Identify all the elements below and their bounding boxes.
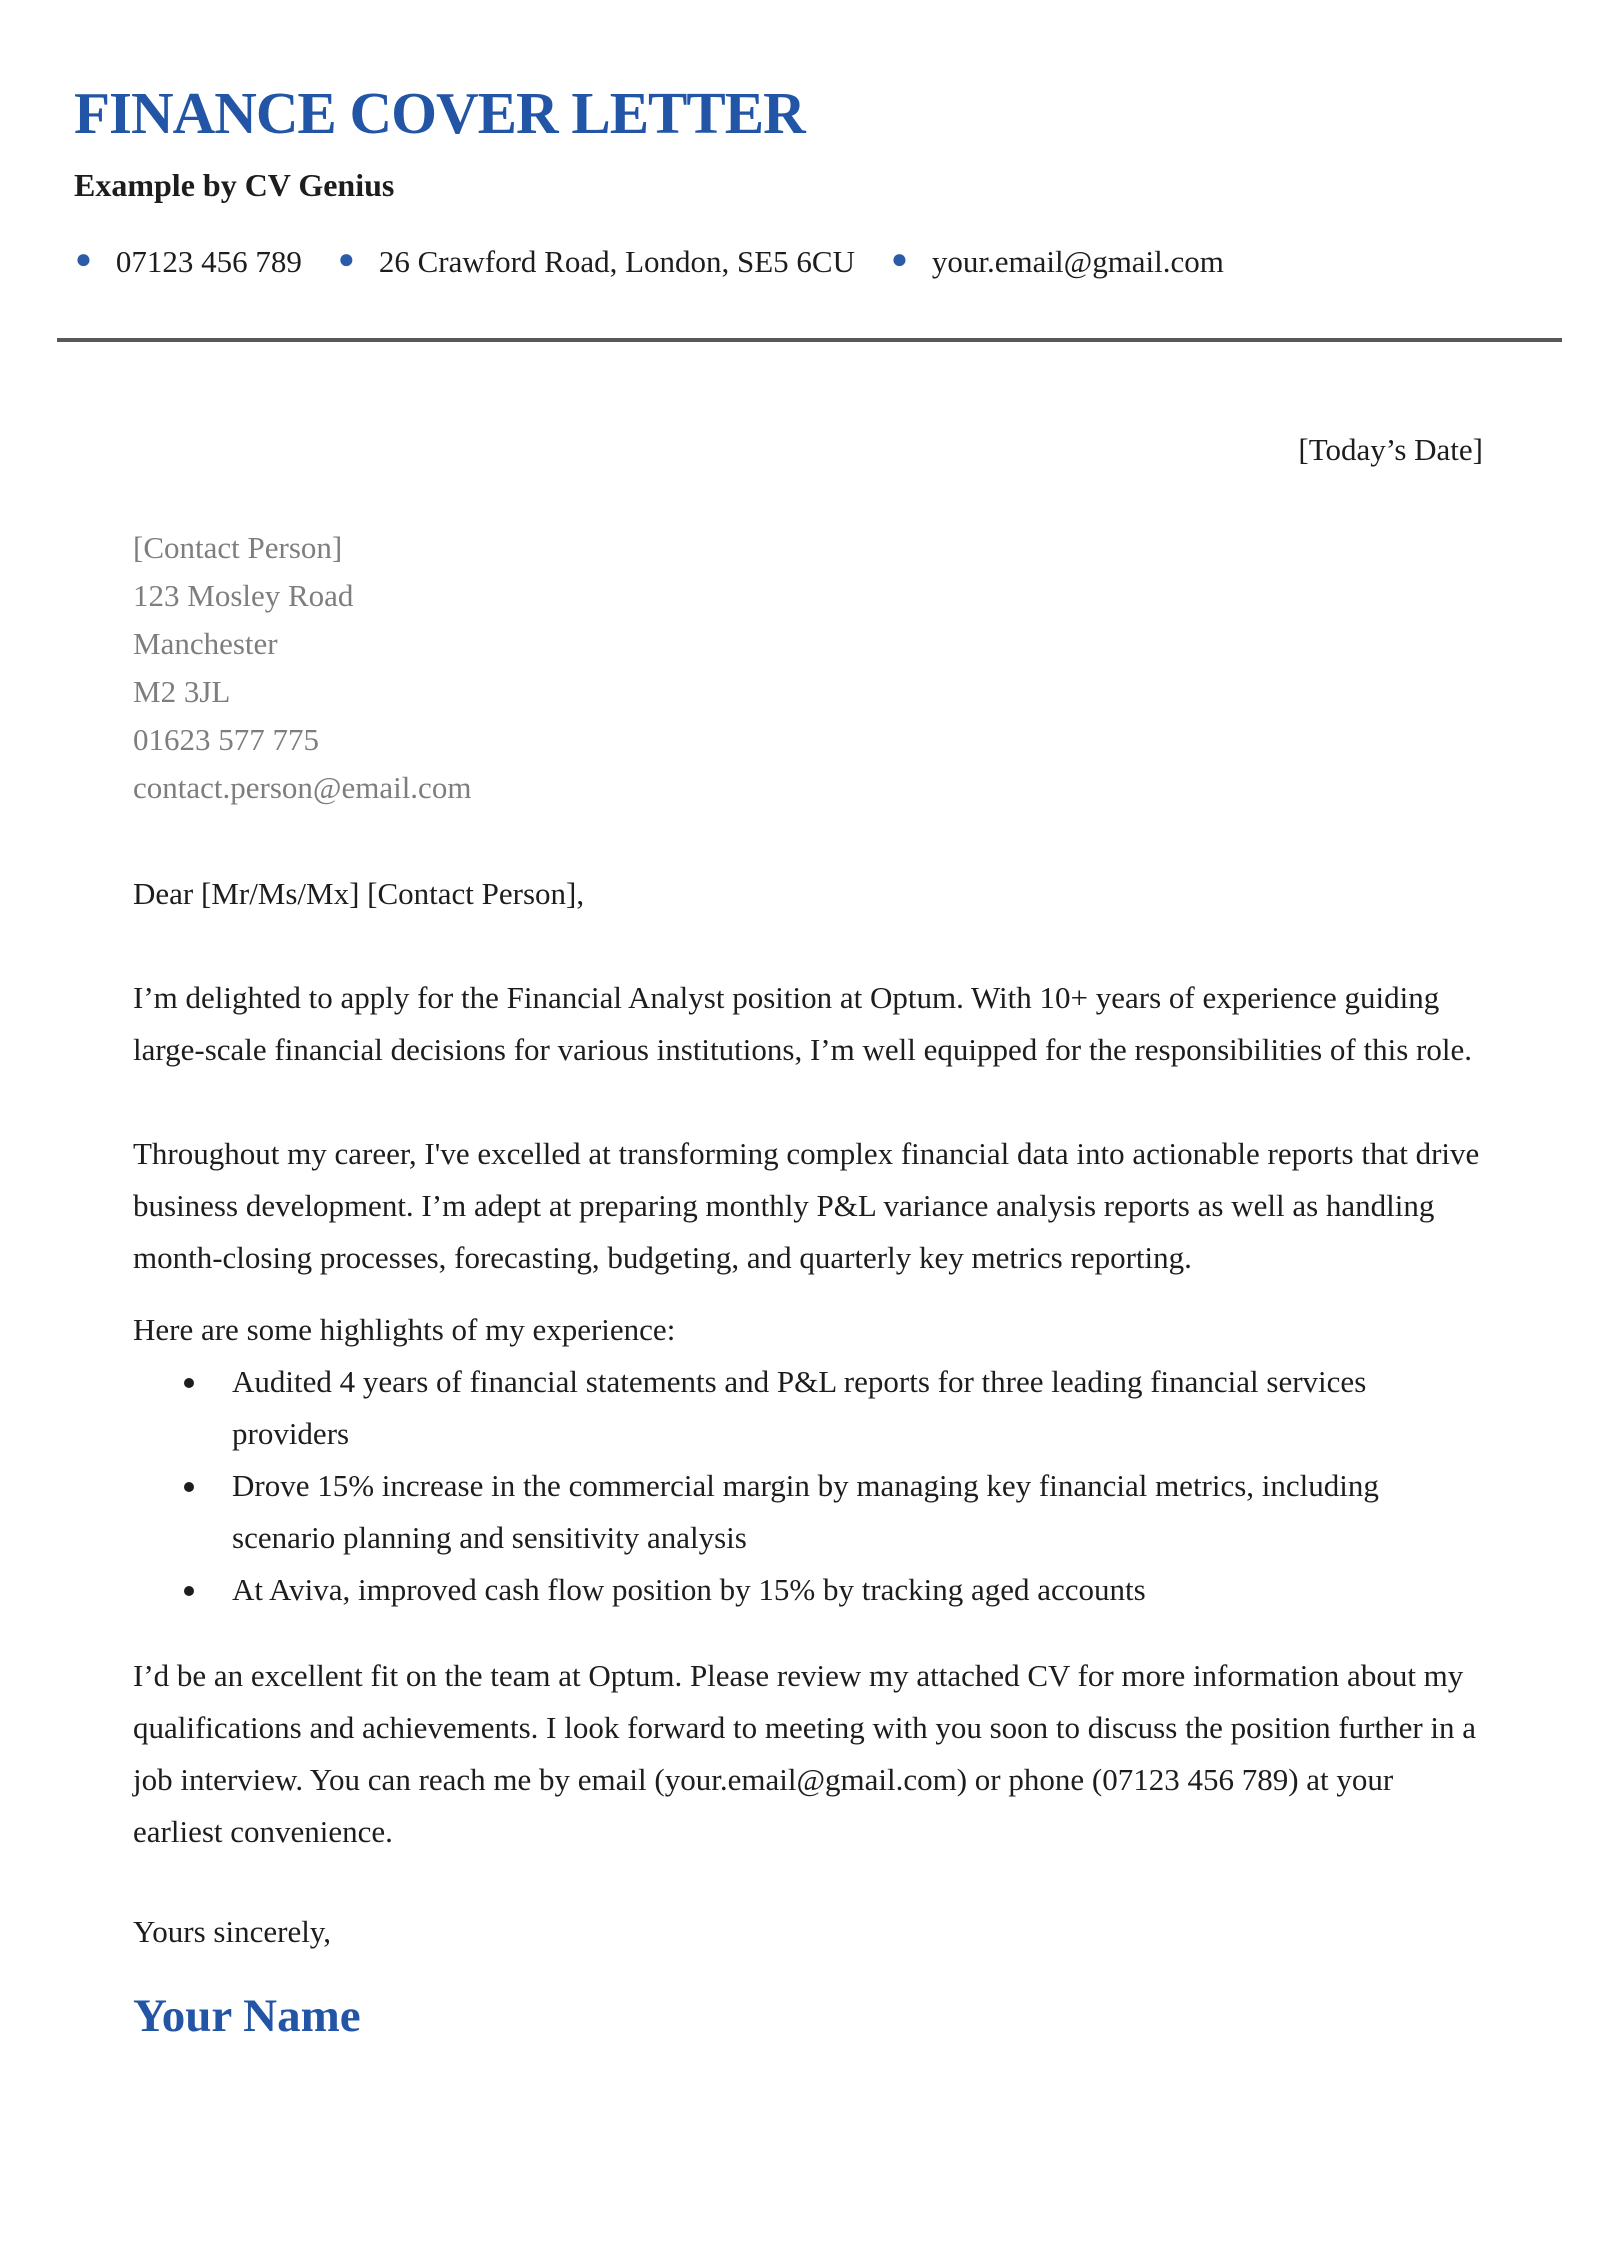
- recipient-postcode: M2 3JL: [133, 674, 231, 709]
- contact-address: [338, 244, 855, 280]
- contact-email-text: your.email@gmail.com: [931, 244, 1224, 279]
- list-item: [133, 1356, 1483, 1460]
- header-divider: [57, 338, 1562, 342]
- letter-body: [133, 424, 1483, 2044]
- highlight-text: Audited 4 years of financial statements and P&L reports for three leading financial services providers: [232, 1364, 1367, 1451]
- highlight-text: At Aviva, improved cash flow position by 15% by tracking aged accounts: [232, 1572, 1146, 1607]
- list-item: [133, 1460, 1483, 1564]
- highlights-intro: Here are some highlights of my experience:: [133, 1312, 676, 1347]
- contact-email: [891, 244, 1224, 280]
- salutation: Dear [Mr/Ms/Mx] [Contact Person],: [133, 876, 585, 911]
- contact-phone-text: 07123 456 789: [115, 244, 302, 279]
- contact-address-text: 26 Crawford Road, London, SE5 6CU: [378, 244, 855, 279]
- recipient-block: [133, 524, 1483, 812]
- recipient-street: 123 Mosley Road: [133, 578, 354, 613]
- paragraph-experience: Throughout my career, I've excelled at transforming complex financial data into actionable reports that drive business development. I’m adept at preparing monthly P&L variance analysis reports as well as handling month-closing processes, forecasting, budgeting, and quarterly key metrics reporting.: [133, 1136, 1480, 1275]
- contact-phone: [75, 244, 302, 280]
- closing-paragraph: I’d be an excellent fit on the team at Optum. Please review my attached CV for more information about my qualifications and achievements. I look forward to meeting with you soon to discuss the position further in a job interview. You can reach me by email (your.email@gmail.com) or phone (07123 456 789) at your earliest convenience.: [133, 1658, 1477, 1849]
- page-subtitle: Example by CV Genius: [74, 167, 395, 203]
- contact-info-row: [75, 244, 1600, 280]
- signature-name: Your Name: [133, 1990, 361, 2042]
- letter-date: [Today’s Date]: [1298, 432, 1483, 467]
- bullet-icon: ●: [337, 244, 355, 275]
- page-title: FINANCE COVER LETTER: [74, 80, 805, 146]
- recipient-city: Manchester: [133, 626, 278, 661]
- recipient-name: [Contact Person]: [133, 530, 343, 565]
- letter-header: [0, 0, 1600, 342]
- list-item: [133, 1564, 1483, 1616]
- bullet-icon: ●: [891, 244, 908, 275]
- recipient-email: contact.person@email.com: [133, 770, 472, 805]
- highlights-list: [133, 1356, 1483, 1616]
- recipient-phone: 01623 577 775: [133, 722, 319, 757]
- paragraph-intro: I’m delighted to apply for the Financial Analyst position at Optum. With 10+ years of experience guiding large-scale financial decisions for various institutions, I’m well equipped for the responsibilities of this role.: [133, 980, 1472, 1067]
- valediction: Yours sincerely,: [133, 1914, 332, 1949]
- bullet-icon: ●: [75, 244, 92, 275]
- highlight-text: Drove 15% increase in the commercial margin by managing key financial metrics, including scenario planning and sensitivity analysis: [232, 1468, 1379, 1555]
